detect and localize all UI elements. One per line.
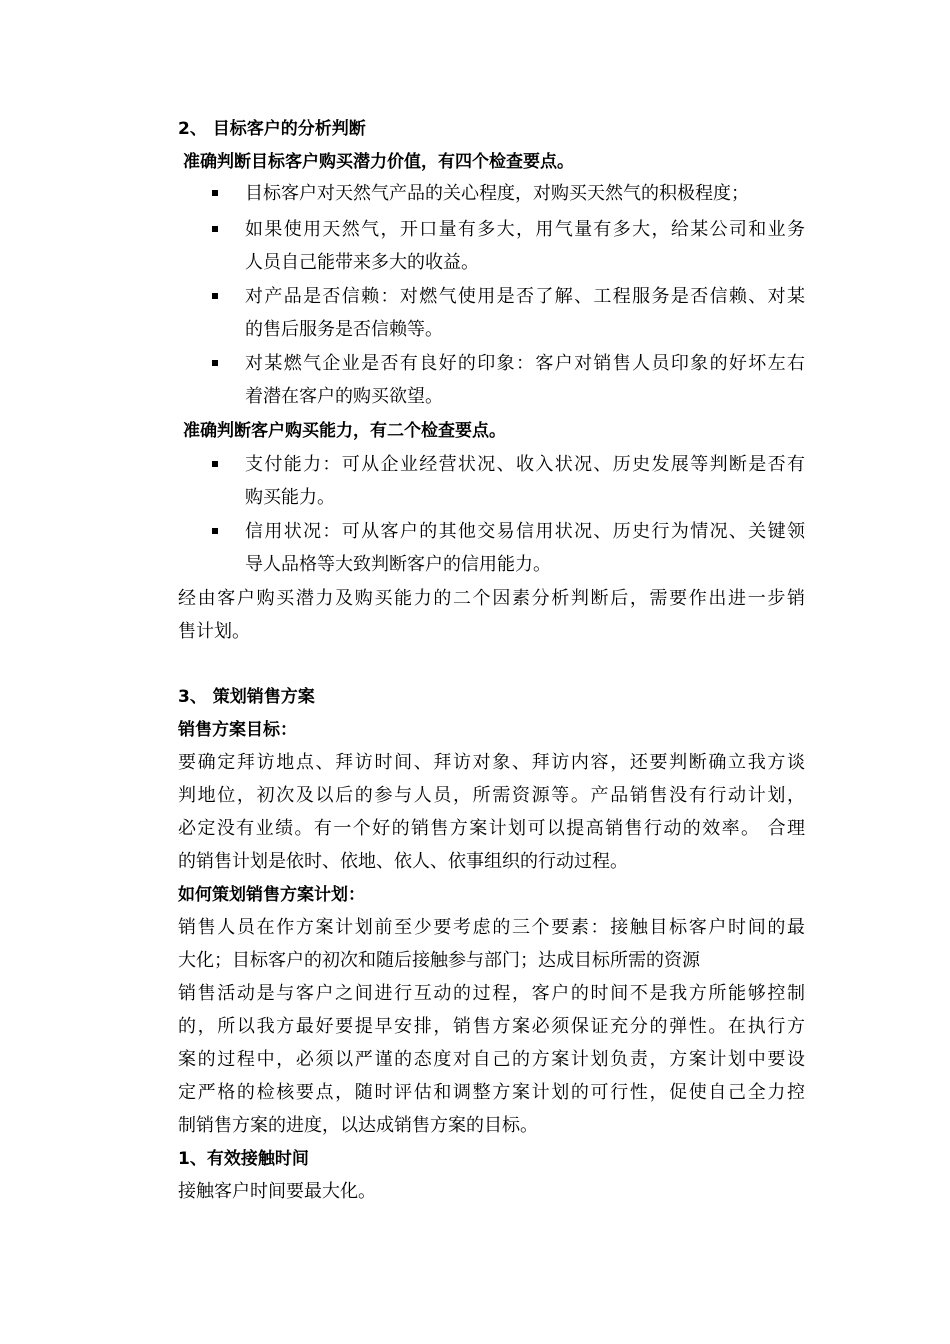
paragraph-line: 经由客户购买潜力及购买能力的二个因素分析判断后，需要作出进一步销 [178, 588, 805, 609]
paragraph-line: 大化；目标客户的初次和随后接触参与部门；达成目标所需的资源 [178, 950, 700, 971]
subheading: 1、有效接触时间 [178, 1149, 309, 1169]
bullet-text: 购买能力。 [245, 487, 335, 508]
paragraph-line: 制销售方案的进度，以达成销售方案的目标。 [178, 1115, 538, 1136]
paragraph-line: 售计划。 [178, 621, 250, 642]
bullet-text: 导人品格等大致判断客户的信用能力。 [245, 554, 551, 575]
bullet-text: 如果使用天然气，开口量有多大，用气量有多大，给某公司和业务 [245, 219, 805, 240]
paragraph-line: 的销售计划是依时、依地、依人、依事组织的行动过程。 [178, 851, 628, 872]
bullet-text: 信用状况：可从客户的其他交易信用状况、历史行为情况、关键领 [245, 521, 805, 542]
bullet-text: 对某燃气企业是否有良好的印象：客户对销售人员印象的好坏左右 [245, 353, 805, 374]
paragraph-line: 案的过程中，必须以严谨的态度对自己的方案计划负责，方案计划中要设 [178, 1049, 805, 1070]
section-heading: 2、 目标客户的分析判断 [178, 119, 366, 139]
paragraph-line: 接触客户时间要最大化。 [178, 1181, 376, 1202]
paragraph-line: 的，所以我方最好要提早安排，销售方案必须保证充分的弹性。在执行方 [178, 1016, 805, 1037]
subheading: 销售方案目标： [178, 720, 297, 740]
bullet-icon [212, 528, 218, 534]
section-heading: 3、 策划销售方案 [178, 687, 315, 707]
paragraph-line: 要确定拜访地点、拜访时间、拜访对象、拜访内容，还要判断确立我方谈 [178, 752, 805, 773]
bullet-text: 对产品是否信赖：对燃气使用是否了解、工程服务是否信赖、对某 [245, 286, 805, 307]
bullet-icon [212, 226, 218, 232]
bullet-icon [212, 360, 218, 366]
paragraph-line: 定严格的检核要点，随时评估和调整方案计划的可行性，促使自己全力控 [178, 1082, 805, 1103]
subheading: 准确判断客户购买能力，有二个检查要点。 [183, 421, 506, 441]
bullet-text: 着潜在客户的购买欲望。 [245, 386, 443, 407]
subheading: 准确判断目标客户购买潜力价值，有四个检查要点。 [183, 152, 574, 172]
bullet-text: 人员自己能带来多大的收益。 [245, 252, 479, 273]
bullet-icon [212, 293, 218, 299]
bullet-icon [212, 190, 218, 196]
paragraph-line: 销售活动是与客户之间进行互动的过程，客户的时间不是我方所能够控制 [178, 983, 805, 1004]
bullet-text: 支付能力：可从企业经营状况、收入状况、历史发展等判断是否有 [245, 454, 805, 475]
bullet-text: 的售后服务是否信赖等。 [245, 319, 443, 340]
bullet-text: 目标客户对天然气产品的关心程度，对购买天然气的积极程度； [245, 183, 749, 204]
paragraph-line: 必定没有业绩。有一个好的销售方案计划可以提高销售行动的效率。 合理 [178, 818, 805, 839]
subheading: 如何策划销售方案计划： [178, 885, 365, 905]
paragraph-line: 销售人员在作方案计划前至少要考虑的三个要素：接触目标客户时间的最 [178, 917, 805, 938]
bullet-icon [212, 461, 218, 467]
paragraph-line: 判地位，初次及以后的参与人员，所需资源等。产品销售没有行动计划， [178, 785, 805, 806]
